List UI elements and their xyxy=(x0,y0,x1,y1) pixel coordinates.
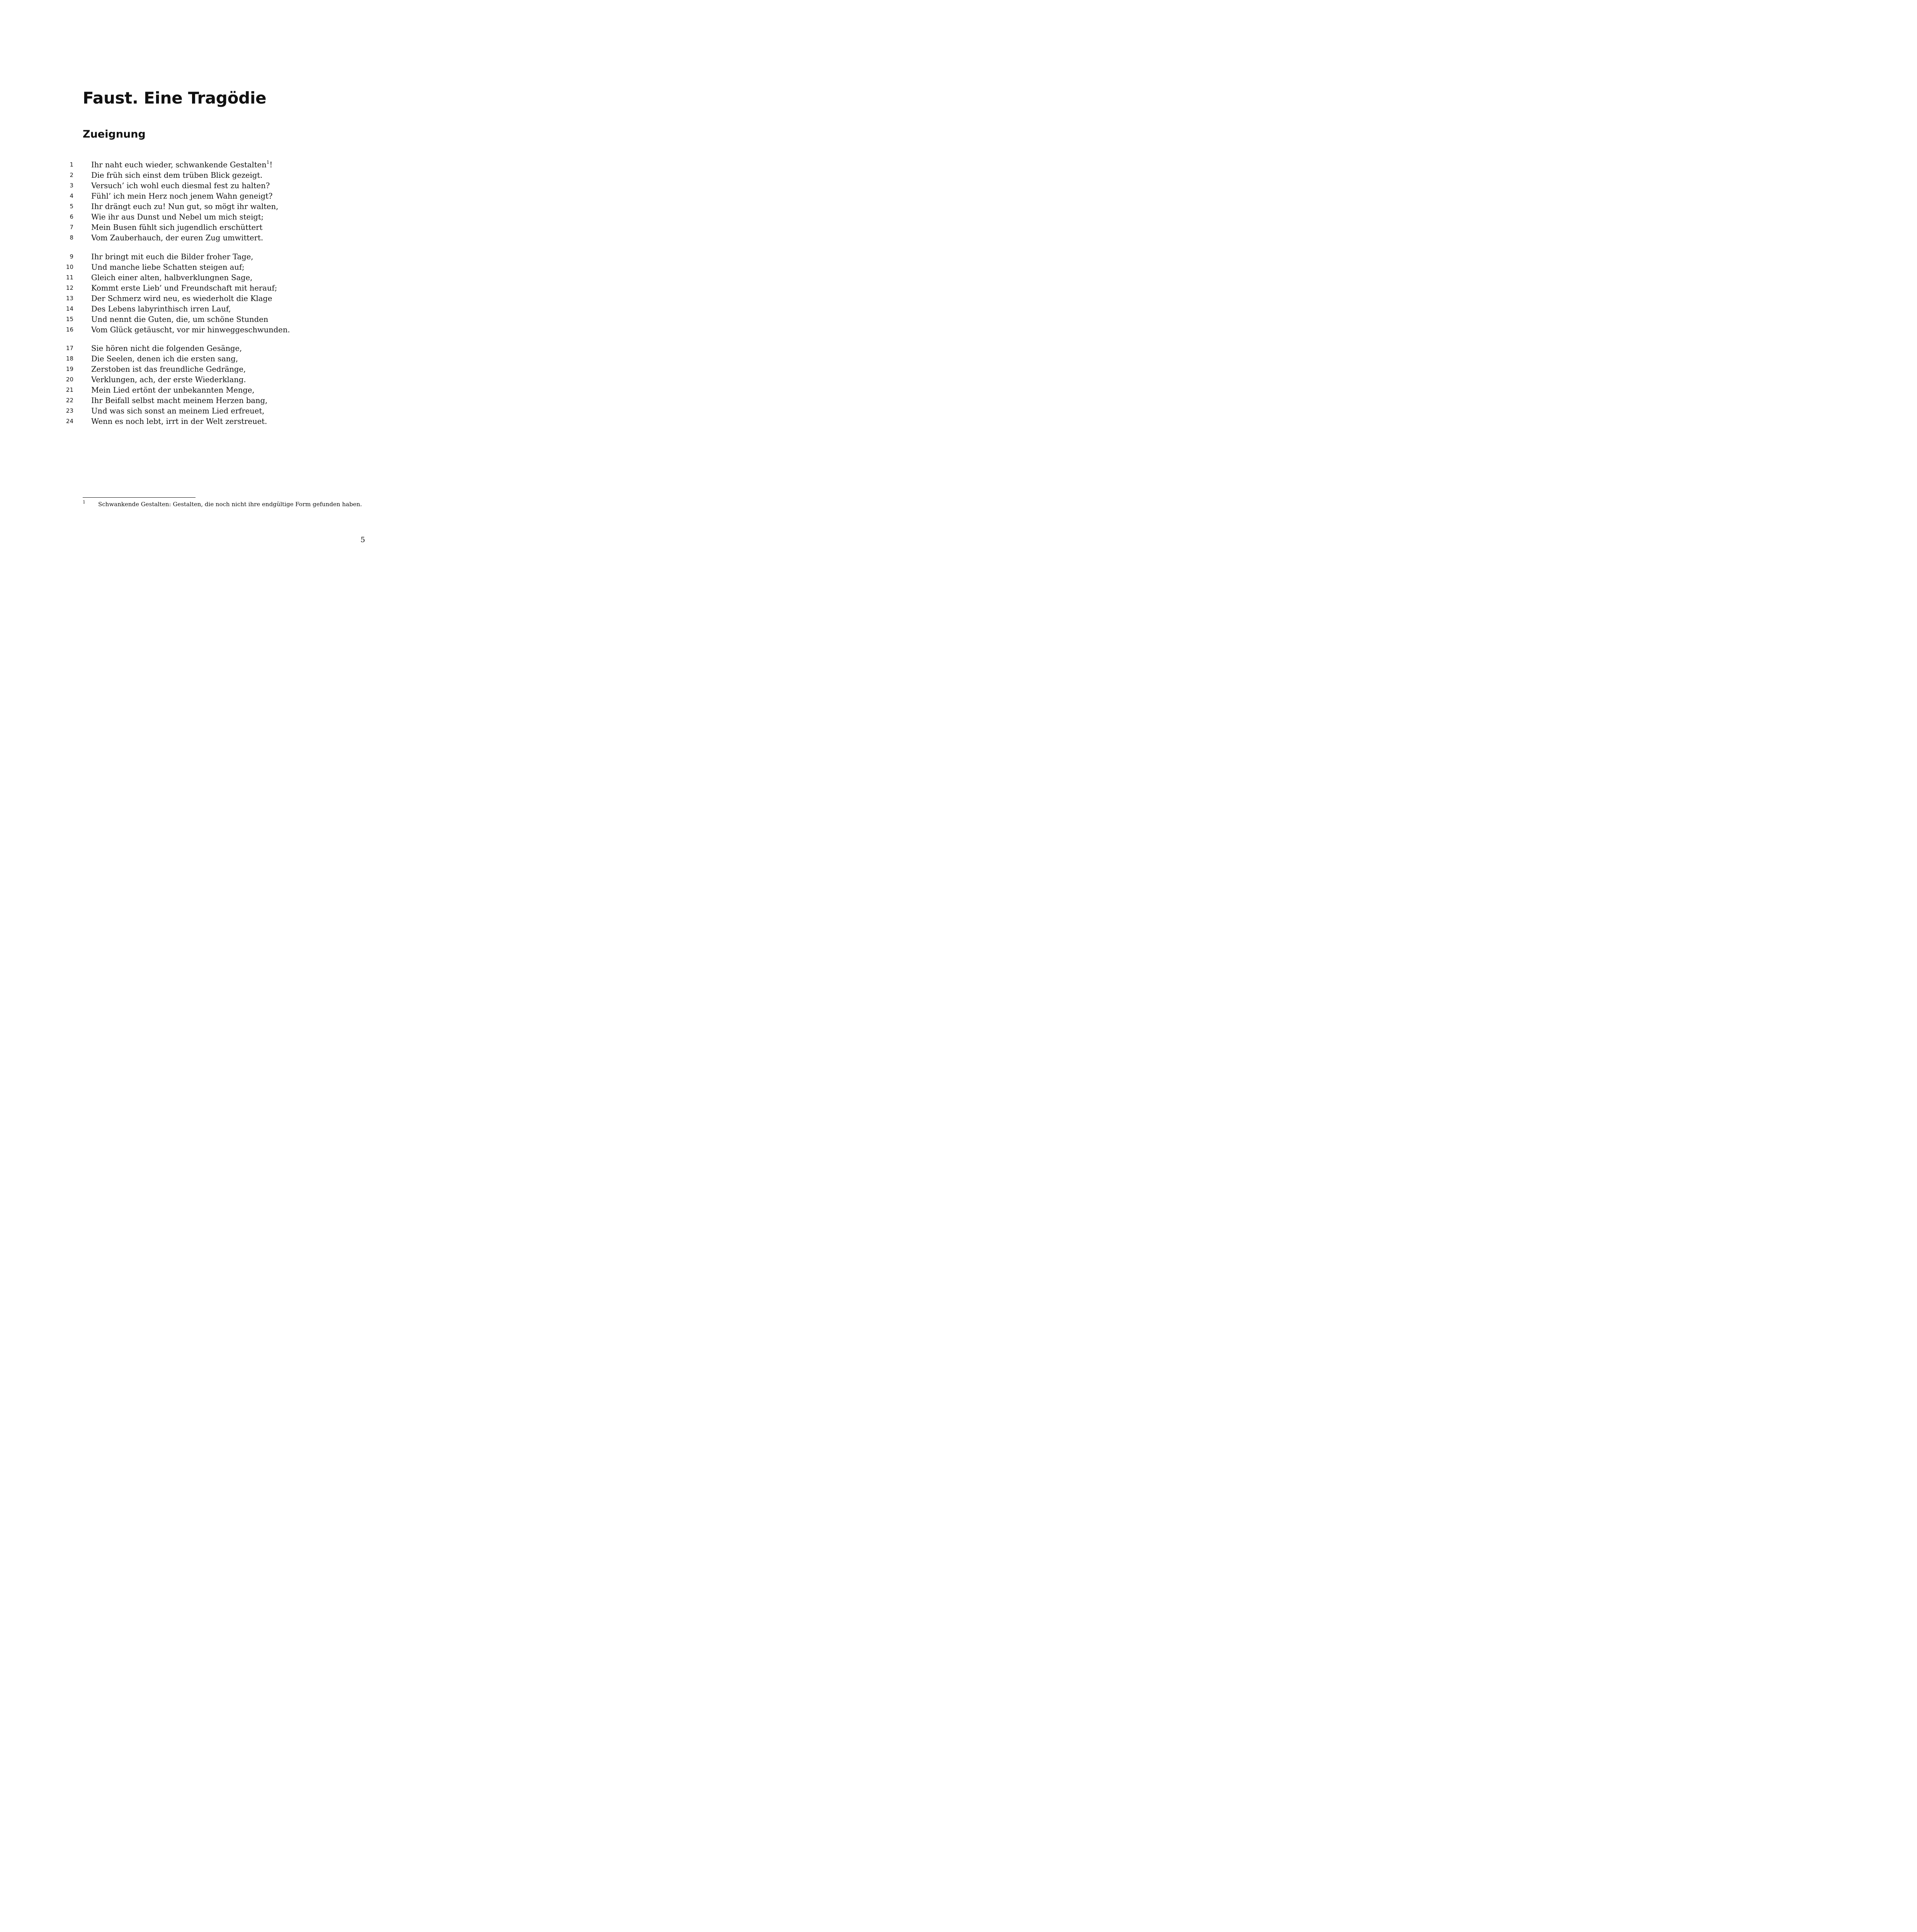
poem-line xyxy=(0,314,428,325)
line-number: 6 xyxy=(70,213,73,220)
line-number: 10 xyxy=(66,264,73,270)
section-title: Zueignung xyxy=(83,128,146,140)
poem-line xyxy=(0,416,428,427)
line-text: Vom Zauberhauch, der euren Zug umwittert. xyxy=(91,233,264,242)
poem-line xyxy=(0,354,428,364)
line-text: Gleich einer alten, halbverklungnen Sage, xyxy=(91,273,253,282)
line-text: Der Schmerz wird neu, es wiederholt die Klage xyxy=(91,294,272,303)
poem-line xyxy=(0,191,428,201)
footnote-reference[interactable]: 1 xyxy=(266,160,270,165)
line-text: Wie ihr aus Dunst und Nebel um mich steigt; xyxy=(91,213,264,221)
poem-line xyxy=(0,364,428,374)
document-page xyxy=(0,0,428,605)
line-number: 13 xyxy=(66,295,73,302)
line-number: 1 xyxy=(70,161,73,168)
poem-line xyxy=(0,406,428,416)
line-number: 15 xyxy=(66,316,73,323)
document-title: Faust. Eine Tragödie xyxy=(83,88,267,107)
footnote-mark: 1 xyxy=(83,500,85,505)
line-number: 4 xyxy=(70,192,73,199)
line-text: Kommt erste Lieb’ und Freundschaft mit herauf; xyxy=(91,284,277,293)
line-number: 12 xyxy=(66,284,73,291)
line-number: 3 xyxy=(70,182,73,189)
poem-line xyxy=(0,252,428,262)
line-number: 22 xyxy=(66,397,73,404)
line-text: Und nennt die Guten, die, um schöne Stunden xyxy=(91,315,269,324)
line-text: Mein Busen fühlt sich jugendlich erschüttert xyxy=(91,223,263,232)
poem-line xyxy=(0,222,428,233)
poem-line xyxy=(0,395,428,406)
line-number: 19 xyxy=(66,366,73,372)
line-text: Wenn es noch lebt, irrt in der Welt zerstreuet. xyxy=(91,417,267,426)
poem-line xyxy=(0,283,428,293)
poem-line xyxy=(0,160,428,170)
line-text: Ihr Beifall selbst macht meinem Herzen bang, xyxy=(91,396,268,405)
line-number: 14 xyxy=(66,305,73,312)
poem-line xyxy=(0,233,428,243)
line-text xyxy=(91,160,272,170)
poem-line xyxy=(0,374,428,385)
line-text: Und manche liebe Schatten steigen auf; xyxy=(91,263,245,272)
line-text: Die früh sich einst dem trüben Blick gezeigt. xyxy=(91,171,263,180)
line-text: Fühl’ ich mein Herz noch jenem Wahn geneigt? xyxy=(91,192,273,201)
line-number: 11 xyxy=(66,274,73,281)
line-text: Versuch’ ich wohl euch diesmal fest zu halten? xyxy=(91,181,270,190)
line-text: Verklungen, ach, der erste Wiederklang. xyxy=(91,375,246,384)
poem-line xyxy=(0,180,428,191)
line-number: 21 xyxy=(66,386,73,393)
line-text-content: Ihr naht euch wieder, schwankende Gestalten xyxy=(91,160,267,169)
line-text: Vom Glück getäuscht, vor mir hinweggeschwunden. xyxy=(91,325,290,334)
line-text: Die Seelen, denen ich die ersten sang, xyxy=(91,354,238,363)
line-number: 7 xyxy=(70,224,73,231)
line-text: Sie hören nicht die folgenden Gesänge, xyxy=(91,344,242,353)
poem-line xyxy=(0,304,428,314)
footnote-separator xyxy=(83,497,196,498)
line-text-suffix: ! xyxy=(269,160,273,169)
line-number: 2 xyxy=(70,172,73,179)
page-number: 5 xyxy=(360,536,365,544)
line-number: 8 xyxy=(70,234,73,241)
line-number: 24 xyxy=(66,418,73,425)
line-text: Zerstoben ist das freundliche Gedränge, xyxy=(91,365,246,374)
line-number: 20 xyxy=(66,376,73,383)
line-text: Ihr bringt mit euch die Bilder froher Tage, xyxy=(91,252,253,261)
line-text: Mein Lied ertönt der unbekannten Menge, xyxy=(91,386,255,395)
poem-line xyxy=(0,293,428,304)
poem-line xyxy=(0,385,428,395)
line-text: Ihr drängt euch zu! Nun gut, so mögt ihr walten, xyxy=(91,202,279,211)
footnote-text: Schwankende Gestalten: Gestalten, die noch nicht ihre endgültige Form gefunden haben. xyxy=(98,501,362,508)
line-number: 17 xyxy=(66,345,73,352)
poem-line xyxy=(0,343,428,354)
line-number: 5 xyxy=(70,203,73,210)
poem-line xyxy=(0,272,428,283)
line-number: 16 xyxy=(66,326,73,333)
line-number: 18 xyxy=(66,355,73,362)
line-text: Und was sich sonst an meinem Lied erfreuet, xyxy=(91,406,265,415)
line-number: 9 xyxy=(70,253,73,260)
poem-line xyxy=(0,170,428,180)
poem-line xyxy=(0,212,428,222)
poem-line xyxy=(0,201,428,212)
line-number: 23 xyxy=(66,407,73,414)
poem-line xyxy=(0,325,428,335)
line-text: Des Lebens labyrinthisch irren Lauf, xyxy=(91,304,231,313)
poem-line xyxy=(0,262,428,272)
